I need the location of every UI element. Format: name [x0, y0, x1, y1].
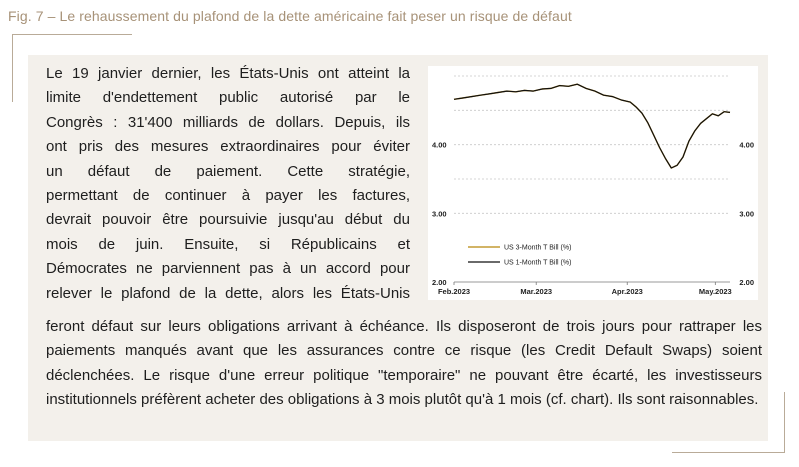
- y-right-tick-label: 2.00: [739, 278, 754, 287]
- y-left-tick-label: 3.00: [432, 209, 447, 219]
- chart: [428, 66, 758, 300]
- y-right-tick-label: 3.00: [739, 209, 754, 219]
- y-right-tick-label: 4.00: [739, 140, 754, 150]
- figure-title: Fig. 7 – Le rehaussement du plafond de la dette américaine fait peser un risque de défaut: [8, 8, 572, 24]
- column-text-line: mois de juin. Ensuite, si Républicains et: [46, 235, 410, 253]
- x-tick-label: Feb.2023: [437, 287, 471, 296]
- corner-rule-left: [12, 34, 13, 102]
- corner-rule-bottom: [672, 452, 785, 453]
- series-line: [454, 84, 730, 168]
- series-line: [454, 84, 730, 168]
- column-text-line: Le 19 janvier dernier, les États-Unis ont atteint la: [46, 65, 410, 82]
- x-tick-label: Mar.2023: [520, 287, 553, 296]
- column-text-line: devrait pouvoir être poursuivie jusqu'au début du: [46, 211, 410, 229]
- corner-rule-top: [12, 34, 132, 35]
- y-left-tick-label: 4.00: [432, 140, 447, 150]
- x-tick-label: May.2023: [698, 287, 732, 296]
- column-text: [46, 62, 410, 306]
- y-left-tick-label: 2.00: [432, 278, 447, 287]
- column-text-line: relever le plafond de la dette, alors les États-Unis: [46, 284, 410, 302]
- column-text-line: Démocrates ne parviennent pas à un accord pour: [46, 260, 410, 278]
- corner-rule-right: [784, 392, 785, 453]
- column-text-line: ont pris des mesures extraordinaires pour éviter: [46, 138, 410, 156]
- column-text-line: un défaut de paiement. Cette stratégie,: [46, 162, 410, 180]
- legend-label: US 3-Month T Bill (%): [504, 244, 572, 252]
- column-text-line: limite d'endettement public autorisé par le: [46, 89, 410, 107]
- x-tick-label: Apr.2023: [611, 287, 643, 296]
- body-paragraph: feront défaut sur leurs obligations arrivant à échéance. Ils disposeront de trois jours pour rattraper les paiements manqués avant que les assurances contre ce risque (les Credit Default Swaps) soient déclenchées. Le risque d'une erreur politique "temporaire" ne pouvant être écarté, les investisseurs institutionnels préfèrent acheter des obligations à 3 mois plutôt qu'à 1 mois (cf. chart). Ils sont raisonnables.: [46, 318, 762, 409]
- legend-label: US 1-Month T Bill (%): [504, 259, 572, 267]
- column-text-line: Congrès : 31'400 milliards de dollars. Depuis, ils: [46, 113, 410, 131]
- column-text-line: permettant de continuer à payer les factures,: [46, 187, 410, 205]
- chart-svg: [428, 66, 758, 300]
